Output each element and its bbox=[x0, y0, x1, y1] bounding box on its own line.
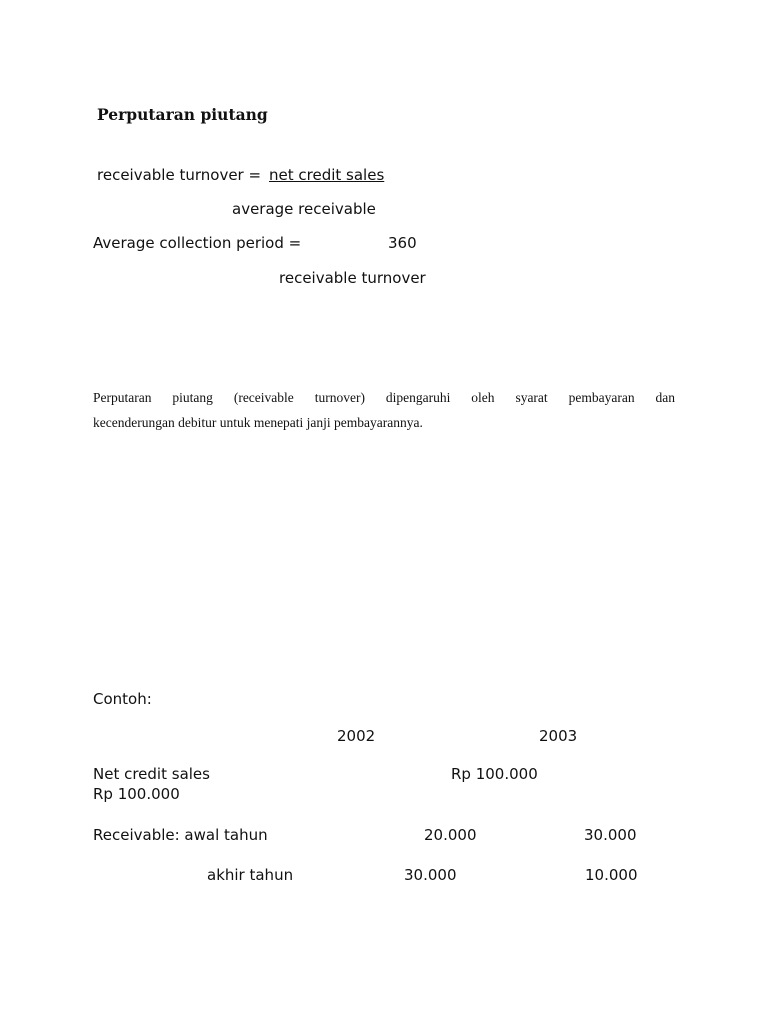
formula-turnover-numerator: net credit sales bbox=[269, 166, 385, 184]
paragraph-line-1: Perputaran piutang (receivable turnover) dipengaruhi oleh syarat pembayaran dan bbox=[93, 390, 675, 405]
paragraph-line-2: kecenderungan debitur untuk menepati janji pembayarannya. bbox=[93, 415, 423, 430]
receivable-end-2002: 30.000 bbox=[404, 866, 457, 884]
receivable-end-label: akhir tahun bbox=[207, 866, 294, 884]
year-2003-header: 2003 bbox=[539, 727, 578, 745]
year-2002-header: 2002 bbox=[337, 727, 376, 745]
explanation-paragraph bbox=[93, 385, 675, 435]
formula-collection-lhs: Average collection period = bbox=[93, 234, 302, 252]
example-label: Contoh: bbox=[93, 690, 152, 708]
formula-turnover-lhs: receivable turnover = bbox=[97, 166, 262, 184]
formula-collection-numerator: 360 bbox=[388, 234, 417, 252]
formula-collection-denominator: receivable turnover bbox=[279, 269, 426, 287]
receivable-start-label: Receivable: awal tahun bbox=[93, 826, 268, 844]
page-heading: Perputaran piutang bbox=[97, 105, 268, 124]
net-credit-sales-2002: Rp 100.000 bbox=[451, 765, 538, 783]
receivable-start-2003: 30.000 bbox=[584, 826, 637, 844]
receivable-start-2002: 20.000 bbox=[424, 826, 477, 844]
formula-turnover-denominator: average receivable bbox=[232, 200, 376, 218]
net-credit-sales-2003: Rp 100.000 bbox=[93, 785, 180, 803]
receivable-end-2003: 10.000 bbox=[585, 866, 638, 884]
net-credit-sales-label: Net credit sales bbox=[93, 765, 210, 783]
